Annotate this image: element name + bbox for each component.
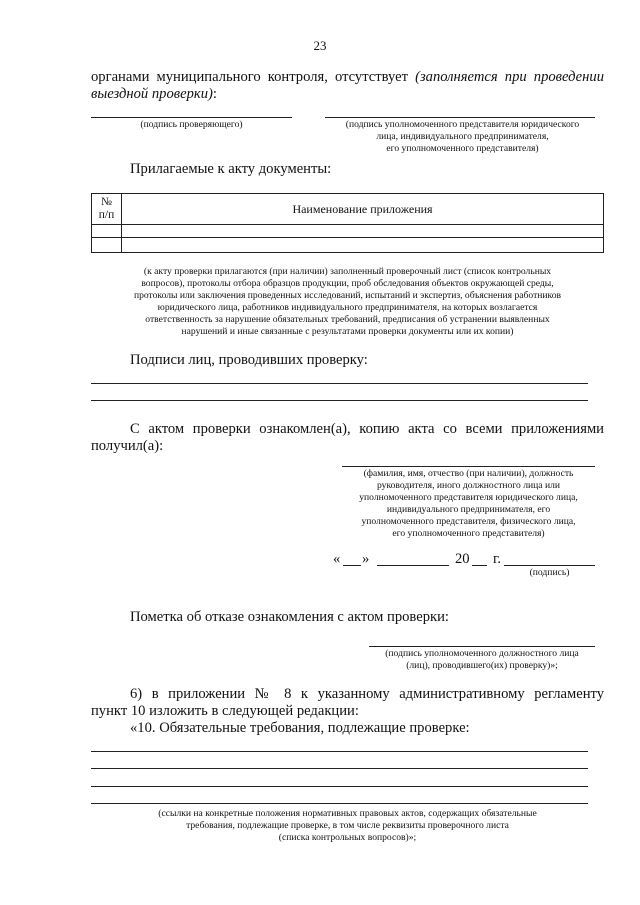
table-cell-number[interactable] [92,225,122,238]
table-row[interactable] [92,225,604,238]
col-number-symbol: № [101,196,112,208]
attachments-note-line: ответственность за нарушение обязательных требований, предписания об устранении выявленных [145,314,550,325]
amendment-line-3: «10. Обязательные требования, подлежащие проверке: [130,720,470,736]
acknowledgement-line-2: получил(а): [91,438,164,454]
acknowledged-caption-line: индивидуального предпринимателя, его [386,504,551,515]
date-close-quote: » [362,551,370,567]
acknowledged-caption-line: (фамилия, имя, отчество (при наличии), должность [363,468,574,479]
requirements-line-4[interactable] [91,803,588,804]
attachments-note-line: протоколы или заключения проведенных исследований, испытаний и экспертиз, объяснения работников [133,290,562,301]
amendment-line-1: 6) в приложении № 8 к указанному административному регламенту [130,686,604,702]
requirements-note-line-1: (ссылки на конкретные положения нормативных правовых актов, содержащих обязательные [158,808,537,819]
requirements-note [91,808,604,844]
date-day-field[interactable] [343,565,361,566]
attachments-note-line: нарушений и иные связанные с результатами проверки документы или их копии) [181,326,514,337]
table-cell-number[interactable] [92,238,122,253]
date-year-prefix: 20 [455,551,470,567]
intro-line-2-tail: : [212,86,217,102]
inspector-signature-caption: (подпись проверяющего) [140,119,243,130]
acknowledged-caption-line: уполномоченного представителя, физического лица, [361,516,576,527]
acknowledgement-signature-caption: (подпись) [529,567,570,578]
inspectors-heading: Подписи лиц, проводивших проверку: [130,352,368,368]
representative-signature-line[interactable] [325,117,595,118]
date-year-field[interactable] [472,565,487,566]
attachments-note-line: вопросов), протоколы отбора образцов продукции, проб обследования объектов окружающей среды, [141,278,554,289]
requirements-line-2[interactable] [91,768,588,769]
attachments-table [91,193,604,253]
requirements-line-1[interactable] [91,751,588,752]
intro-line-1-italic: (заполняется при проведении [415,69,604,85]
intro-line-2 [91,86,217,103]
representative-signature-caption [320,119,605,155]
intro-line-2-italic: выездной проверки) [91,86,213,102]
date-open-quote: « [333,551,341,567]
col-number-abbrev: п/п [98,209,115,221]
page-number: 23 [313,38,327,53]
requirements-note-line-2: требования, подлежащие проверке, в том числе реквизиты проверочного листа [186,820,509,831]
attachments-note-line: (к акту проверки прилагаются (при наличии) заполненный проверочный лист (список контрольных [143,266,552,277]
refusal-heading: Пометка об отказе ознакомления с актом проверки: [130,609,449,625]
acknowledgement-line-1: С актом проверки ознакомлен(а), копию акта со всеми приложениями [130,421,604,437]
table-row[interactable] [92,238,604,253]
date-month-field[interactable] [377,565,449,566]
refusal-signature-line[interactable] [369,646,595,647]
inspector-signature-line[interactable] [91,117,292,118]
representative-caption-line-2: лица, индивидуального предпринимателя, [376,131,549,142]
attachments-col-name-header: Наименование приложения [122,194,604,225]
attachments-note-line: юридического лица, работников индивидуального предпринимателя, на которых возлагается [157,302,538,313]
refusal-caption-line-1: (подпись уполномоченного должностного лица [385,648,579,659]
representative-caption-line-3: его уполномоченного представителя) [386,143,539,154]
acknowledged-caption-line: руководителя, иного должностного лица или [376,480,561,491]
acknowledged-caption-line: его уполномоченного представителя) [392,528,545,539]
acknowledged-person-line[interactable] [342,466,595,467]
refusal-caption-line-2: (лиц), проводившего(их) проверку)»; [406,660,558,671]
requirements-line-3[interactable] [91,786,588,787]
requirements-note-line-3: (списка контрольных вопросов)»; [278,832,417,843]
acknowledged-person-caption [336,468,601,540]
attachments-table-header [92,194,604,225]
date-year-suffix: г. [493,551,501,567]
amendment-line-2: пункт 10 изложить в следующей редакции: [91,703,359,719]
table-cell-name[interactable] [122,225,604,238]
inspectors-signature-line-1[interactable] [91,383,588,384]
table-cell-name[interactable] [122,238,604,253]
acknowledgement-signature-line[interactable] [504,565,595,566]
intro-line-1 [91,69,604,86]
attachments-col-number-header [92,194,122,225]
representative-caption-line-1: (подпись уполномоченного представителя юридического [345,119,580,130]
attachments-note [91,266,604,338]
refusal-signature-caption [359,648,605,672]
inspectors-signature-line-2[interactable] [91,400,588,401]
acknowledged-caption-line: уполномоченного представителя юридического лица, [359,492,578,503]
intro-line-1-plain: органами муниципального контроля, отсутствует [91,69,408,85]
attachments-heading: Прилагаемые к акту документы: [130,161,332,177]
